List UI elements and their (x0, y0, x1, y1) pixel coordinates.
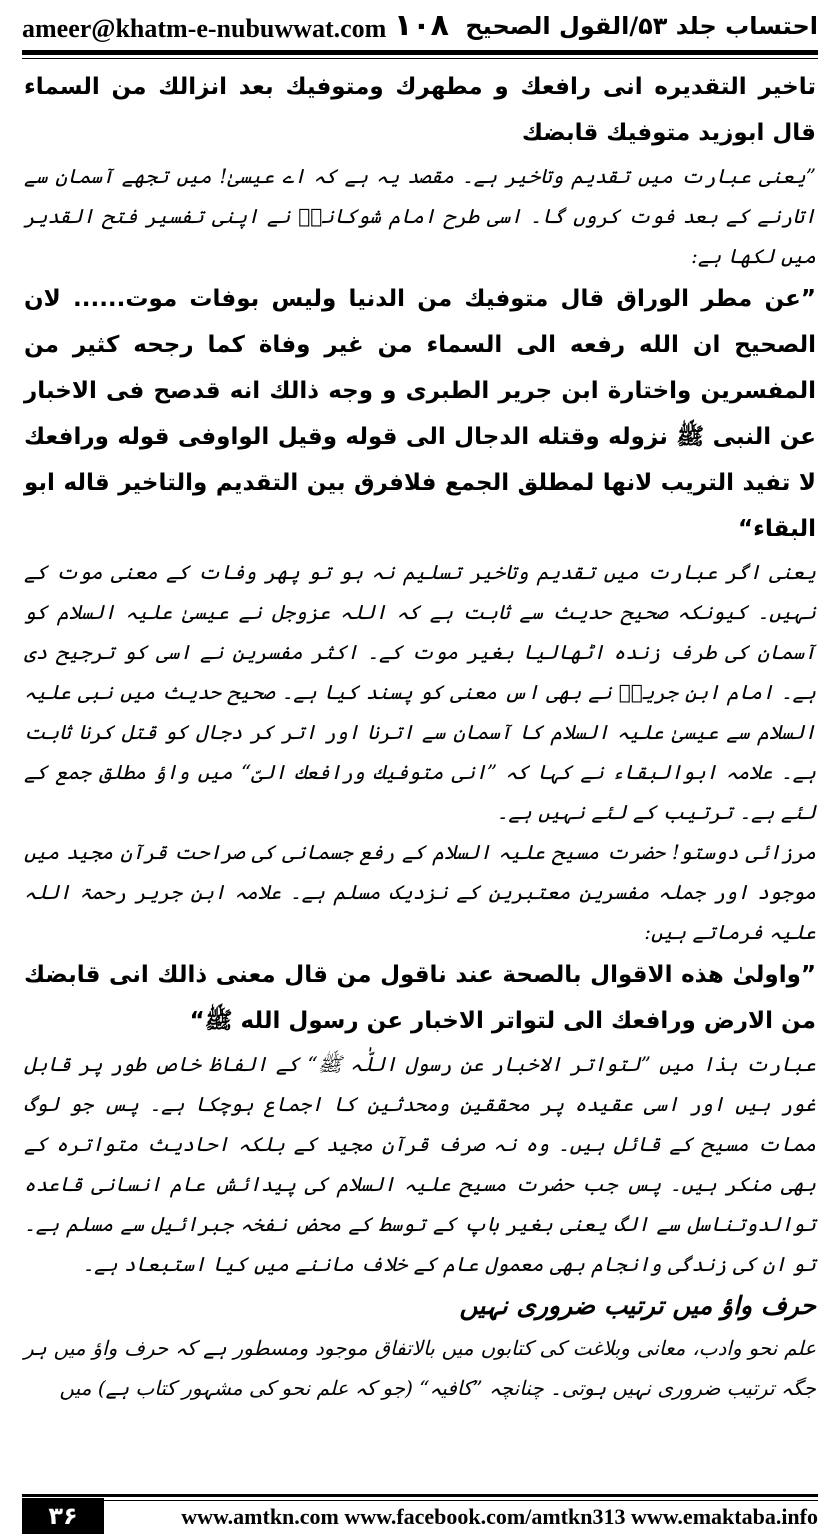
footer-page-number: ۳۶ (22, 1498, 104, 1534)
header-rule-thick (22, 50, 818, 55)
urdu-paragraph: یعنی اگر عبارت میں تقدیم وتاخیر تسلیم نہ ہو تو پھر وفات کے معنی موت کے نہیں۔ کیونکہ صحیح حدیث سے ثابت ہے کہ اللہ عزوجل نے عیسیٰ علیہ السلام کو آسمان کی طرف زندہ اٹھالیا بغیر موت کے۔ اکثر مفسرین نے اسی کو ترجیح دی ہے۔ امام ابن جریرؒ نے بھی اس معنی کو پسند کیا ہے۔ صحیح حدیث میں نبی علیہ السلام سے عیسیٰ علیہ السلام کا آسمان سے اترنا اور اتر کر دجال کو قتل کرنا ثابت ہے۔ علامہ ابوالبقاء نے کہا کہ ”انی متوفیك ورافعك الیّ“ میں واؤ مطلق جمع کے لئے ہے۔ ترتیب کے لئے نہیں ہے۔ (24, 560, 817, 824)
arabic-paragraph: تاخير التقديره انى رافعك و مطهرك ومتوفيك بعد انزالك من السماء قال ابوزيد متوفيك قابضك (24, 74, 816, 146)
urdu-paragraph: ”یعنی عبارت میں تقدیم وتاخیر ہے۔ مقصد یہ ہے کہ اے عیسیٰ! میں تجھے آسمان سے اتارنے کے بعد فوت کروں گا۔ اسی طرح امام شوکانیؒ نے اپنی تفسیر فتح القدیر میں لکھا ہے: (24, 164, 816, 268)
header-email: ameer@khatm-e-nubuwwat.com (22, 14, 387, 43)
footer-rule-thin (22, 1500, 818, 1501)
page-body (24, 64, 816, 1408)
urdu-paragraph: عبارت ہذا میں ”لتواتر الاخبار عن رسول اللّٰہ ﷺ“ کے الفاظ خاص طور پر قابل غور ہیں اور اسی عقیدہ پر محققین ومحدثین کا اجماع ہوچکا ہے۔ پس جو لوگ ممات مسیح کے قائل ہیں۔ وہ نہ صرف قرآن مجید کے بلکہ احادیث متواترہ کے بھی منکر ہیں۔ پس جب حضرت مسیح علیہ السلام کی پیدائش عام انسانی قاعدہ توالدوتناسل سے الگ یعنی بغیر باپ کے توسط کے محض نفخہ جبرائیل سے مسلم ہے۔ تو ان کی زندگی وانجام بھی معمول عام کے خلاف ماننے میں کیا استبعاد ہے۔ (24, 1052, 816, 1276)
footer-rule-thick (22, 1494, 818, 1497)
arabic-quote: ”عن مطر الوراق قال متوفيك من الدنيا وليس بوفات موت...... لان الصحيح ان الله رفعه الى السماء من غير وفاة كما رجحه كثير من المفسرين واختارة ابن جرير الطبرى و وجه ذالك انه قدصح فى الاخبار عن النبى ﷺ نزوله وقتله الدجال الى قوله وقيل الواوفى قوله ورافعك لا تفيد التريب لانها لمطلق الجمع فلافرق بين التقديم والتاخير قاله ابو البقاء“ (24, 286, 816, 542)
header-rule-thin (22, 58, 818, 59)
page-header (22, 8, 818, 48)
urdu-paragraph: علم نحو وادب، معانی وبلاغت کی کتابوں میں بالاتفاق موجود ومسطور ہے کہ حرف واؤ میں ہر جگہ ترتیب ضروری نہیں ہوتی۔ چنانچہ ”کافیہ“ (جو کہ علم نحو کی مشہور کتاب ہے) میں (24, 1336, 816, 1400)
header-page-number: ۱۰۸ (394, 8, 449, 43)
arabic-quote: ”واولیٰ هذه الاقوال بالصحة عند ناقول من قال معنى ذالك انى قابضك من الارض ورافعك الى لتواتر الاخبار عن رسول الله ﷺ“ (24, 962, 816, 1034)
page-footer (22, 1494, 818, 1534)
section-subheading: حرف واؤ میں ترتیب ضروری نہیں (459, 1291, 816, 1320)
urdu-paragraph: مرزائی دوستو! حضرت مسیح علیہ السلام کے رفع جسمانی کی صراحت قرآن مجید میں موجود اور جملہ مفسرین معتبرین کے نزدیک مسلم ہے۔ علامہ ابن جریر رحمۃ اللہ علیہ فرماتے ہیں: (24, 840, 816, 944)
footer-website-links: www.amtkn.com www.facebook.com/amtkn313 www.emaktaba.info (181, 1504, 818, 1529)
header-book-title: احتساب جلد ۵۳/القول الصحیح (465, 12, 818, 40)
